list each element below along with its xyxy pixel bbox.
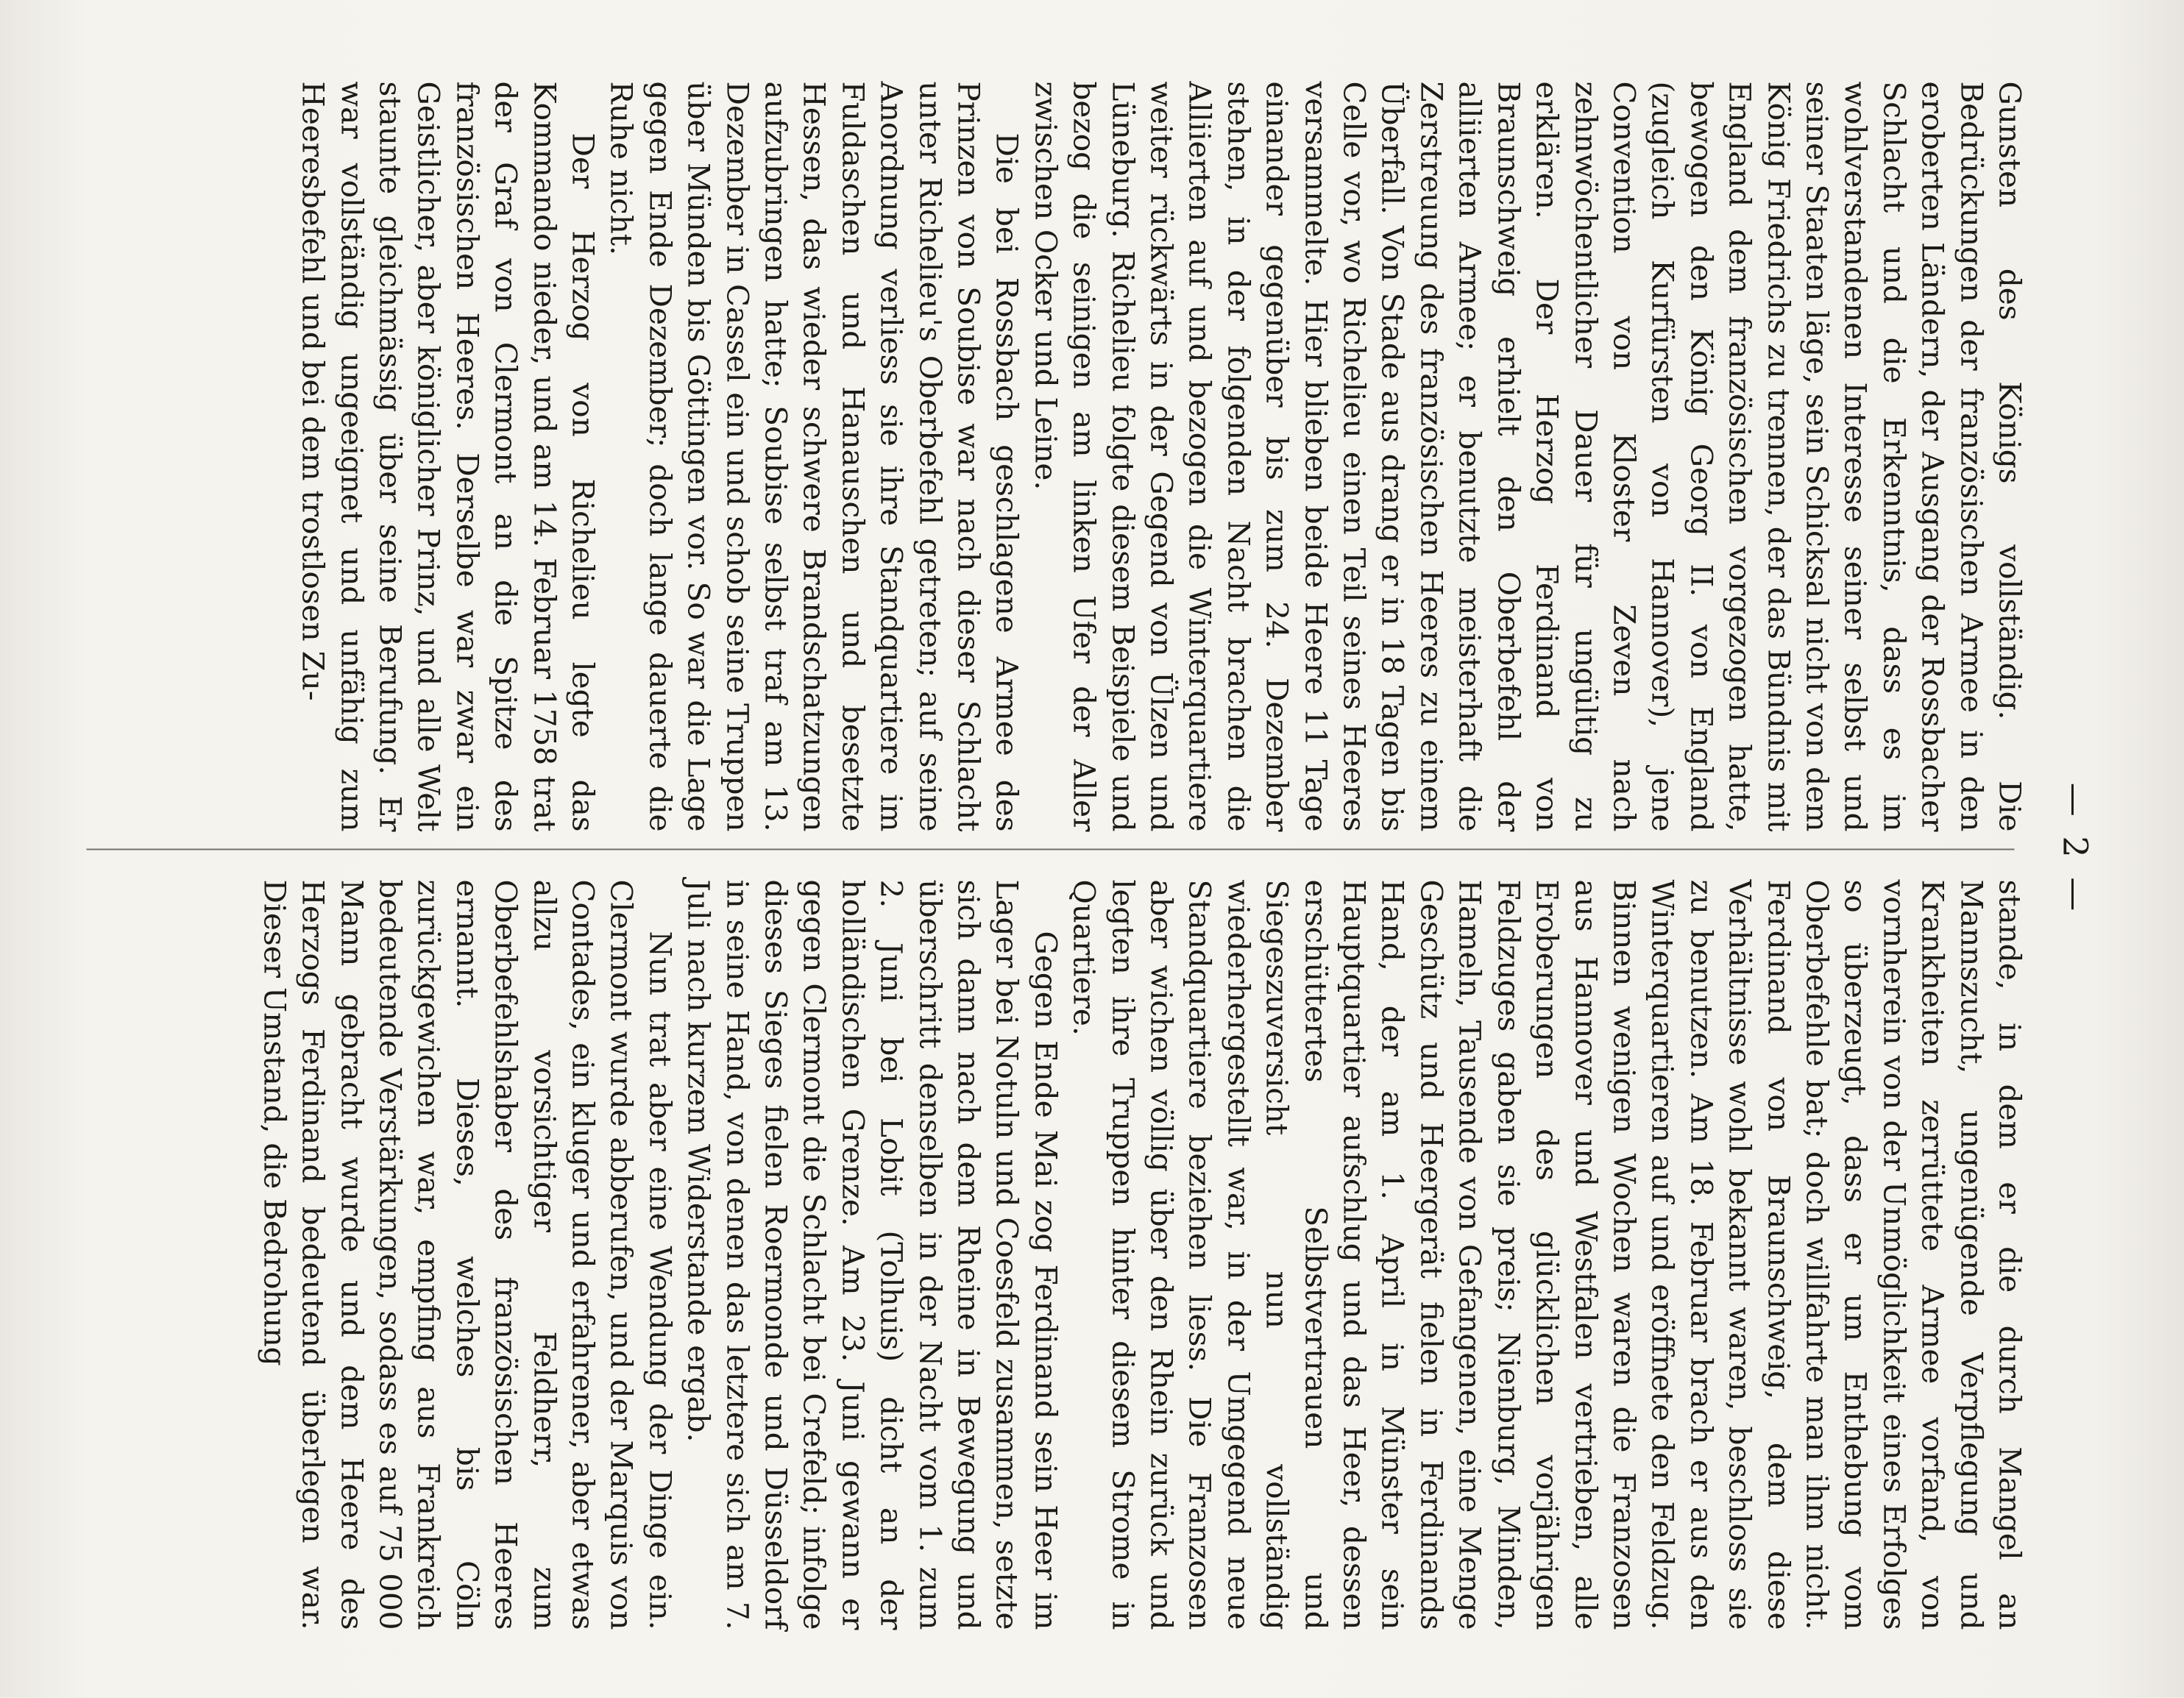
- paragraph: Nun trat aber eine Wendung der Dinge ein. Clermont wurde abberufen, und der Marquis von Contades, ein kluger und erfahrener, aber etwas allzu vorsichtiger Feldherr, zum Oberbefehlshaber des französischen Heeres ernannt. Dieses, welches bis Cöln zurückgewichen war, empfing aus Frankreich bedeutende Verstärkungen, sodass es auf 75 000 Mann gebracht wurde und dem Heere des Herzogs Ferdinand bedeutend überlegen war. Dieser Umstand, die Bedrohung: [257, 879, 678, 1630]
- paragraph: Die bei Rossbach geschlagene Armee des Prinzen von Soubise war nach dieser Schlacht unter Richelieu's Oberbefehl getreten; auf seine Anordnung verliess sie ihre Standquartiere im Fuldaschen und Hanauschen und besetzte Hessen, das wieder schwere Brandschatzungen aufzubringen hatte; Soubise selbst traf am 13. Dezember in Cassel ein und schob seine Truppen über Münden bis Göttingen vor. So war die Lage gegen Ende Dezember; doch lange dauerte die Ruhe nicht.: [603, 81, 1025, 832]
- paragraph: stande, in dem er die durch Mangel an Mannszucht, ungenügende Verpflegung und Krankheiten zerrüttete Armee vorfand, von vornherein von der Unmöglichkeit eines Erfolges so überzeugt, dass er um Enthebung vom Oberbefehle bat; doch willfahrte man ihm nicht. Ferdinand von Braunschweig, dem diese Verhältnisse wohl bekannt waren, beschloss sie zu benutzen. Am 18. Februar brach er aus den Winterquartieren auf und eröffnete den Feldzug. Binnen wenigen Wochen waren die Franzosen aus Hannover und Westfalen vertrieben, alle Eroberungen des glücklichen vorjährigen Feldzuges gaben sie preis; Nienburg, Minden, Hameln, Tausende von Gefangenen, eine Menge Geschütz und Heergerät fielen in Ferdinands Hand, der am 1. April in Münster sein Hauptquartier aufschlug und das Heer, dessen erschüttertes Selbstvertrauen und Siegeszuversicht nun vollständig wiederhergestellt war, in der Umgegend neue Standquartiere beziehen liess. Die Franzosen aber wichen völlig über den Rhein zurück und legten ihre Truppen hinter diesem Strome in Quartiere.: [1066, 879, 2028, 1630]
- page-number: — 2 —: [2055, 782, 2096, 916]
- right-column: [255, 880, 2029, 1630]
- paragraph: Gegen Ende Mai zog Ferdinand sein Heer im Lager bei Notuln und Coesfeld zusammen, setzte sich dann nach dem Rheine in Bewegung und überschritt denselben in der Nacht vom 1. zum 2. Juni bei Lobit (Tolhuis) dicht an der holländischen Grenze. Am 23. Juni gewann er gegen Clermont die Schlacht bei Crefeld; infolge dieses Sieges fielen Roermonde und Düsseldorf in seine Hand, von denen das letztere sich am 7. Juli nach kurzem Widerstande ergab.: [681, 879, 1064, 1630]
- column-divider: [87, 849, 2015, 850]
- rotated-book-page: [0, 1, 2184, 1698]
- paragraph: Der Herzog von Richelieu legte das Kommando nieder, und am 14. Februar 1758 trat der Graf von Clermont an die Spitze des französischen Heeres. Derselbe war zwar ein Geistlicher, aber königlicher Prinz, und alle Welt staunte gleichmässig über seine Berufung. Er war vollständig ungeeignet und unfähig zum Heeresbefehl und bei dem trostlosen Zu-: [295, 81, 601, 832]
- left-column: [294, 82, 2029, 832]
- paragraph: Gunsten des Königs vollständig. Die Bedrückungen der französischen Armee in den eroberten Ländern, der Ausgang der Rossbacher Schlacht und die Erkenntnis, dass es im wohlverstandenen Interesse seiner selbst und seiner Staaten läge, sein Schicksal nicht von dem König Friedrichs zu trennen, der das Bündnis mit England dem französischen vorgezogen hatte, bewogen den König Georg II. von England (zugleich Kurfürsten von Hannover), jene Convention von Kloster Zeven nach zehnwöchentlicher Dauer für ungültig zu erklären. Der Herzog Ferdinand von Braunschweig erhielt den Oberbefehl der alliierten Armee; er benutzte meisterhaft die Zerstreuung des französischen Heeres zu einem Überfall. Von Stade aus drang er in 18 Tagen bis Celle vor, wo Richelieu einen Teil seines Heeres versammelte. Hier blieben beide Heere 11 Tage einander gegenüber bis zum 24. Dezember stehen, in der folgenden Nacht brachen die Alliierten auf und bezogen die Winterquartiere weiter rückwärts in der Gegend von Ülzen und Lüneburg. Richelieu folgte diesem Beispiele und bezog die seinigen am linken Ufer der Aller zwischen Ocker und Leine.: [1028, 81, 2028, 832]
